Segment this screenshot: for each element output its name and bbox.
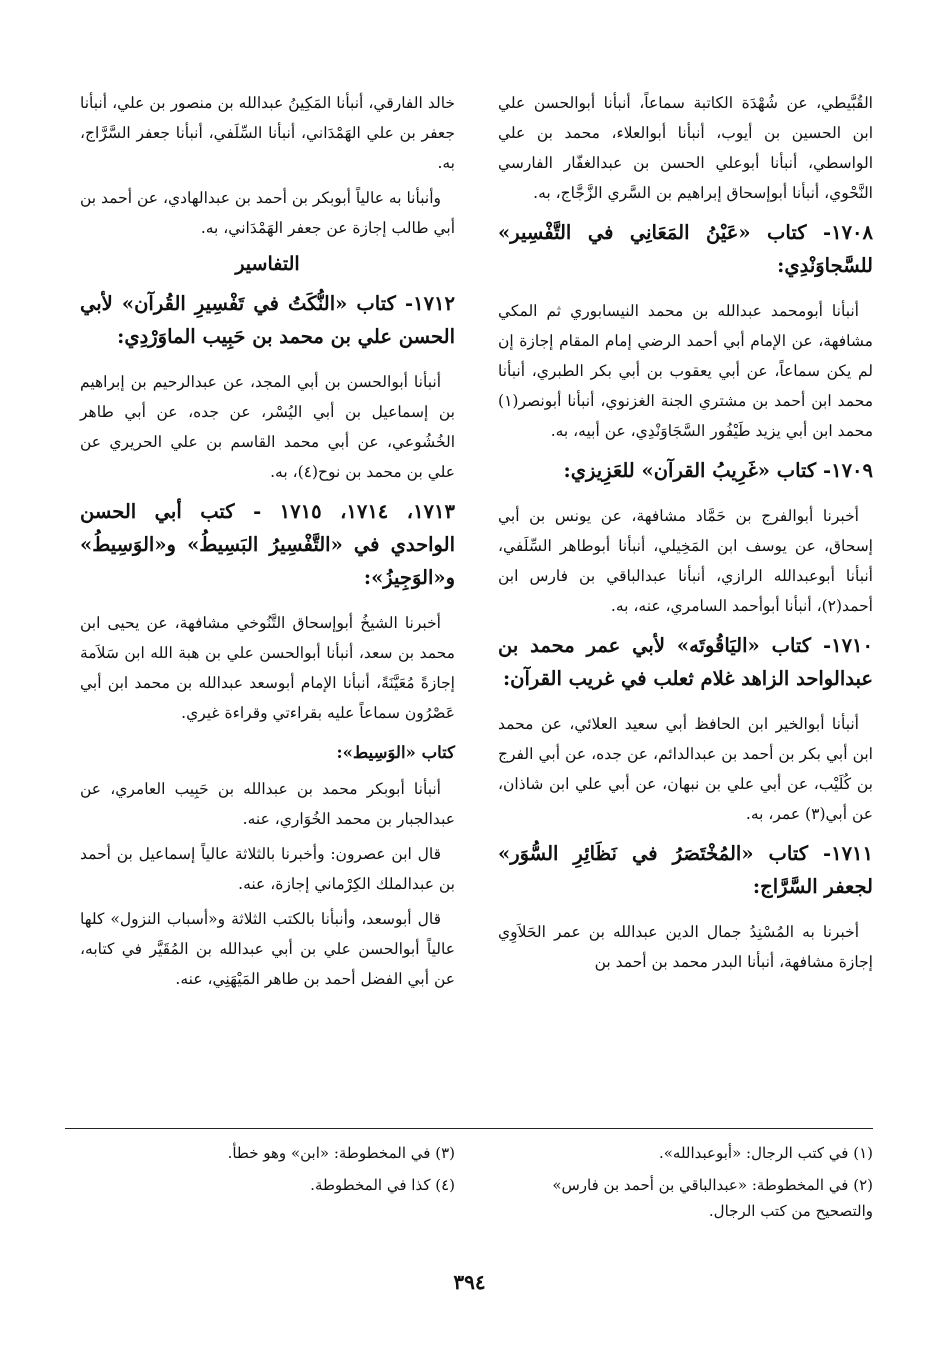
entry-1713-title: ١٧١٣، ١٧١٤، ١٧١٥ - كتب أبي الحسن الواحدي في «التَّفْسِيرُ البَسِيطُ» و«الوَسِيطُ» و«الوَجِيزُ»: [80,500,455,589]
footnote-4: (٤) كذا في المخطوطة. [310,1176,455,1194]
footnote-1: (١) في كتب الرجال: «أبوعبدالله». [658,1144,873,1162]
wasit-subtitle: كتاب «الوَسِيط»: [336,743,455,762]
footnote-2: (٢) في المخطوطة: «عبدالباقي بن أحمد بن فارس» والتصحيح من كتب الرجال. [552,1176,873,1220]
paragraph: قال ابن عصرون: وأخبرنا بالثلاثة عالياً إسماعيل بن أحمد بن عبدالملك الكِرْماني إجازة، عنه. [80,845,455,893]
entry-1708-title: ١٧٠٨- كتاب «عَيْنُ المَعَانِي في التَّفْسِير» للسَّجاوَنْدِي: [498,221,873,277]
paragraph: أنبأنا أبوبكر محمد بن عبدالله بن حَبِيب العامري، عن عبدالجبار بن محمد الخُوَاري، عنه. [80,780,455,828]
paragraph: وأنبأنا به عالياً أبوبكر بن أحمد بن عبدالهادي، عن أحمد بن أبي طالب إجازة عن جعفر الهَمْدَاني، به. [80,189,455,237]
entry-1713-text: أخبرنا الشيخُ أبوإسحاق التَّنُوخي مشافهة، عن يحيى ابن محمد بن سعد، أنبأنا أبوالحسن علي بن هبة الله ابن سَلاَمة إجازةً مُعَيَّنَةً، أنبأنا الإمام أبوسعد عبدالله بن محمد ابن أبي عَصْرُون سماعاً عليه بقراءتي وقراءة غيري. [80,614,455,722]
footnote-3: (٣) في المخطوطة: «ابن» وهو خطأ. [227,1144,455,1162]
section-title: التفاسير [235,253,300,275]
entry-1709-title: ١٧٠٩- كتاب «غَرِيبُ القرآن» للعَزِيزي: [563,459,873,482]
entry-1710-text: أنبأنا أبوالخير ابن الحافظ أبي سعيد العلائي، عن محمد ابن أبي بكر بن أحمد بن عبدالدائم، عن جده، عن أبي الفرج بن كُلَيْب، عن أبي علي بن نبهان، عن أبي علي ابن شاذان، عن أبي(٣) عمر، به. [498,715,873,823]
paragraph: خالد الفارقي، أنبأنا المَكِينُ عبدالله بن منصور بن علي، أنبأنا جعفر بن علي الهَمْدَاني، أنبأنا السِّلَفي، أنبأنا جعفر السَّرَّاج، به. [80,94,455,172]
entry-1712-text: أنبأنا أبوالحسن بن أبي المجد، عن عبدالرحيم بن إبراهيم بن إسماعيل بن أبي اليُسْر، عن جده، عن أبي طاهر الخُشُوعي، عن أبي محمد القاسم بن علي الحريري عن علي بن محمد بن نوح(٤)، به. [80,373,455,481]
entry-1708-text: أنبأنا أبومحمد عبدالله بن محمد النيسابوري ثم المكي مشافهة، عن الإمام أبي أحمد الرضي إمام المقام إجازة إن لم يكن سماعاً، عن أبي يعقوب بن أبي بكر الطبري، أنبأنا محمد ابن أحمد بن مشتري الجنة الغزنوي، أنبأنا أبونصر(١) محمد ابن أبي يزيد طَيْفُور السَّجَاوَنْدِي، عن أبيه، به. [498,302,873,440]
footnote-divider [65,1128,873,1129]
page-number: ٣٩٤ [453,1270,486,1294]
entry-1711-text: أخبرنا به المُسْنِدُ جمال الدين عبدالله بن عمر الحَلاَوِي إجازة مشافهة، أنبأنا البدر محمد بن أحمد بن [498,923,873,971]
entry-1712-title: ١٧١٢- كتاب «النُّكَتُ في تَفْسِيرِ القُرآن» لأبي الحسن علي بن محمد بن حَبِيب الماوَرْدِي: [80,292,455,348]
left-column [80,88,455,999]
footnotes-left [80,1140,455,1204]
paragraph: القُبَّيطي، عن شُهْدَة الكاتبة سماعاً، أنبأنا أبوالحسن علي ابن الحسين بن أيوب، أنبأنا أبوالعلاء، محمد بن علي الواسطي، أنبأنا أبوعلي الحسن بن عبدالغفّار الفارسي النَّحْوي، أنبأنا أبوإسحاق إبراهيم بن السَّري الزَّجَّاج، به. [498,94,873,202]
paragraph: قال أبوسعد، وأنبأنا بالكتب الثلاثة و«أسباب النزول» كلها عالياً أبوالحسن علي بن أبي عبدالله بن المُقَيَّر في كتابه، عن أبي الفضل أحمد بن طاهر المَيْهَنِي، عنه. [80,910,455,988]
entry-1711-title: ١٧١١- كتاب «المُخْتَصَرُ في نَظَائِرِ السُّوَر» لجعفر السَّرَّاج: [498,842,873,898]
right-column [498,88,873,982]
footnotes-right [498,1140,873,1230]
entry-1710-title: ١٧١٠- كتاب «اليَاقُوتَه» لأبي عمر محمد بن عبدالواحد الزاهد غلام ثعلب في غريب القرآن: [498,634,873,690]
entry-1709-text: أخبرنا أبوالفرج بن حَمَّاد مشافهة، عن يونس بن أبي إسحاق، عن يوسف ابن المَخِيلي، أنبأنا أبوطاهر السِّلَفي، أنبأنا أبوعبدالله الرازي، أنبأنا عبدالباقي بن فارس ابن أحمد(٢)، أنبأنا أبوأحمد السامري، عنه، به. [498,507,873,615]
